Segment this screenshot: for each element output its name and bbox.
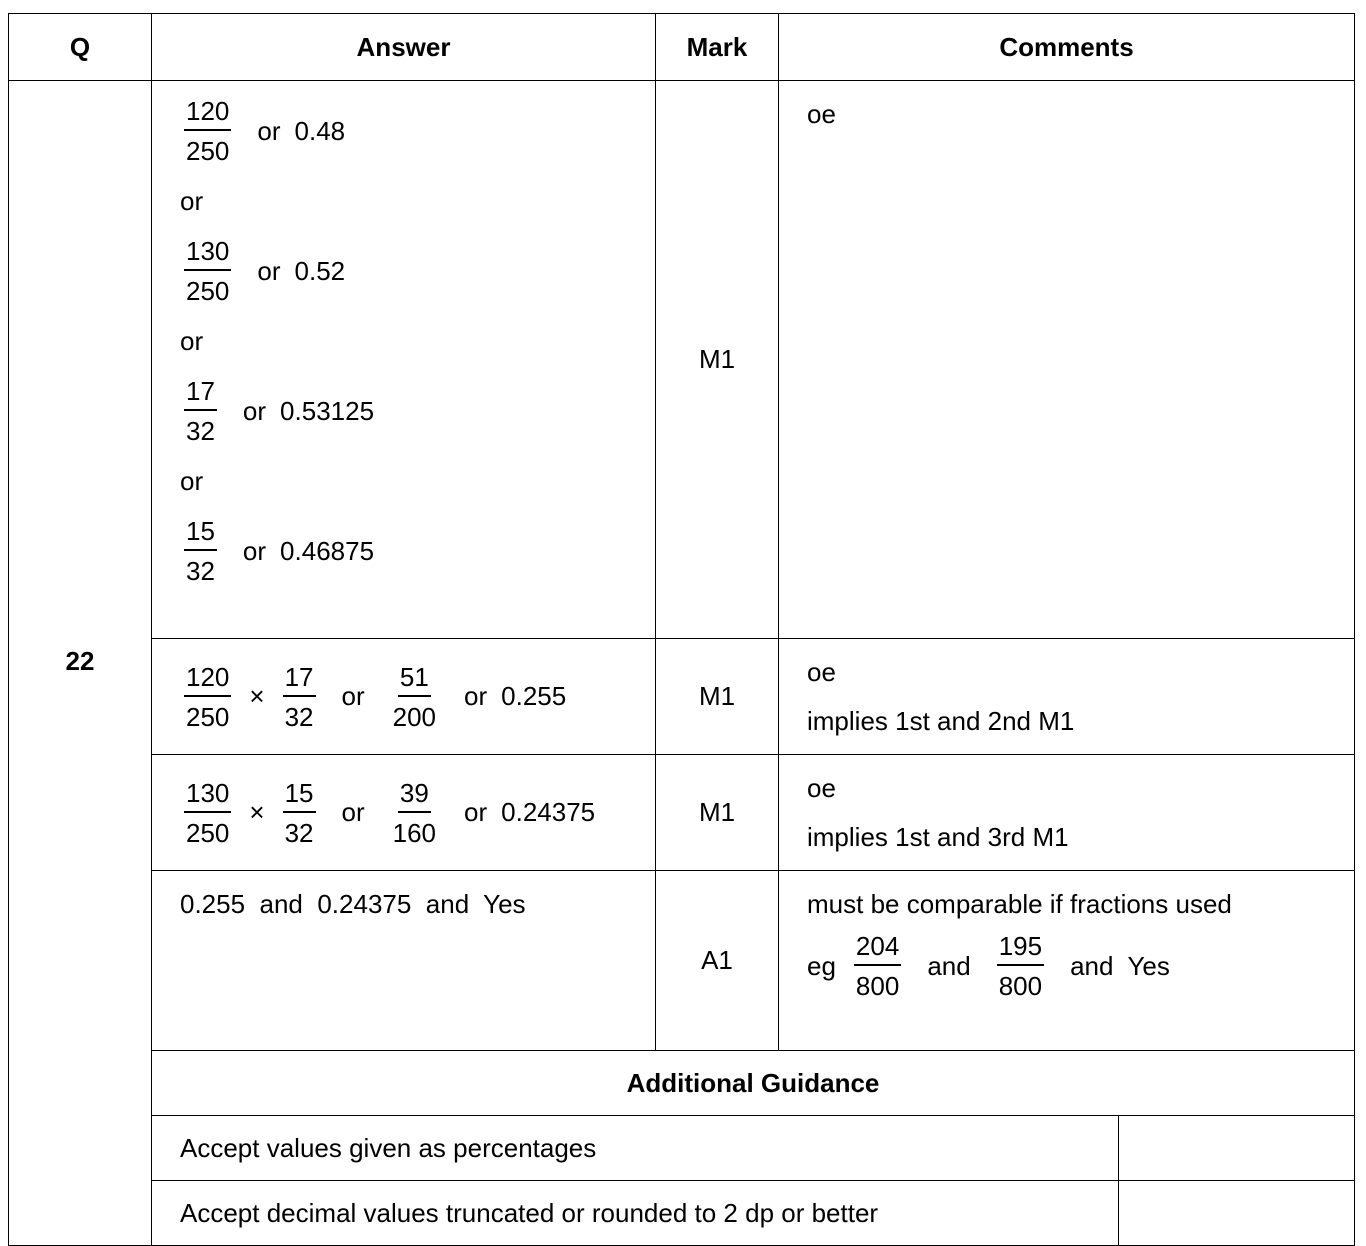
answer-line: $\frac{17}{32}$ or 0.53125 bbox=[186, 376, 375, 446]
guidance-header-row bbox=[9, 1051, 1355, 1116]
times-sign: × bbox=[249, 681, 265, 711]
mark-cell: M1 bbox=[656, 755, 779, 871]
answer-cell bbox=[152, 639, 656, 755]
answer-line: $\frac{120}{250}$ × $\frac{17}{32}$ or $\frac{51}{200}$ or 0.255 bbox=[186, 661, 567, 732]
question-number-cell bbox=[9, 81, 152, 1246]
fraction: $\frac{17}{32}$ bbox=[186, 376, 215, 446]
or-separator: or bbox=[180, 186, 204, 216]
fraction: $\frac{39}{160}$ bbox=[392, 777, 437, 848]
guidance-row bbox=[9, 1116, 1355, 1181]
guidance-text: Accept values given as percentages bbox=[152, 1116, 1119, 1181]
fraction: $\frac{204}{800}$ bbox=[855, 931, 900, 1001]
comment-text: implies 1st and 2nd M1 bbox=[807, 706, 1075, 736]
fraction: $\frac{120}{250}$ bbox=[186, 96, 230, 166]
or-separator: or bbox=[180, 326, 204, 356]
fraction: $\frac{195}{800}$ bbox=[998, 931, 1043, 1001]
answer-text: 0.255 and 0.24375 and Yes bbox=[180, 889, 526, 919]
mark-scheme-table bbox=[8, 13, 1355, 1246]
times-sign: × bbox=[249, 797, 265, 827]
mark-cell: M1 bbox=[656, 81, 779, 639]
answer-cell bbox=[152, 755, 656, 871]
answer-line: $\frac{130}{250}$ × $\frac{15}{32}$ or $\frac{39}{160}$ or 0.24375 bbox=[186, 777, 596, 848]
comment-cell bbox=[779, 81, 1355, 639]
table-row bbox=[9, 871, 1355, 1051]
header-q: Q bbox=[9, 14, 152, 81]
or-separator: or bbox=[180, 466, 204, 496]
answer-cell bbox=[152, 871, 656, 1051]
answer-line: $\frac{120}{250}$ or 0.48 bbox=[186, 96, 346, 166]
header-row bbox=[9, 14, 1355, 81]
comment-text: oe bbox=[807, 99, 836, 129]
fraction: $\frac{15}{32}$ bbox=[186, 516, 215, 586]
answer-cell bbox=[152, 81, 656, 639]
comment-text: oe bbox=[807, 657, 836, 687]
table-row bbox=[9, 639, 1355, 755]
comment-text: oe bbox=[807, 773, 836, 803]
table-row bbox=[9, 755, 1355, 871]
answer-line: $\frac{130}{250}$ or 0.52 bbox=[186, 236, 346, 306]
fraction: $\frac{120}{250}$ bbox=[186, 661, 230, 732]
guidance-empty-cell bbox=[1119, 1116, 1355, 1181]
comment-cell bbox=[779, 639, 1355, 755]
header-comments: Comments bbox=[779, 14, 1355, 81]
guidance-row bbox=[9, 1181, 1355, 1246]
mark-cell: A1 bbox=[656, 871, 779, 1051]
fraction: $\frac{17}{32}$ bbox=[284, 661, 314, 732]
fraction: $\frac{130}{250}$ bbox=[186, 777, 230, 848]
question-number: 22 bbox=[65, 645, 95, 676]
guidance-text: Accept decimal values truncated or rounded to 2 dp or better bbox=[152, 1181, 1119, 1246]
header-mark: Mark bbox=[656, 14, 779, 81]
answer-line: $\frac{15}{32}$ or 0.46875 bbox=[186, 516, 375, 586]
comment-cell bbox=[779, 755, 1355, 871]
header-answer: Answer bbox=[152, 14, 656, 81]
guidance-title: Additional Guidance bbox=[152, 1051, 1355, 1116]
guidance-empty-cell bbox=[1119, 1181, 1355, 1246]
comment-example: eg $\frac{204}{800}$ and $\frac{195}{800}$ and Yes bbox=[807, 931, 1170, 1001]
comment-text: implies 1st and 3rd M1 bbox=[807, 822, 1069, 852]
fraction: $\frac{130}{250}$ bbox=[186, 236, 230, 306]
mark-cell: M1 bbox=[656, 639, 779, 755]
comment-cell bbox=[779, 871, 1355, 1051]
fraction: $\frac{51}{200}$ bbox=[392, 661, 437, 732]
fraction: $\frac{15}{32}$ bbox=[284, 777, 314, 848]
comment-text: must be comparable if fractions used bbox=[807, 889, 1232, 919]
table-row bbox=[9, 81, 1355, 639]
